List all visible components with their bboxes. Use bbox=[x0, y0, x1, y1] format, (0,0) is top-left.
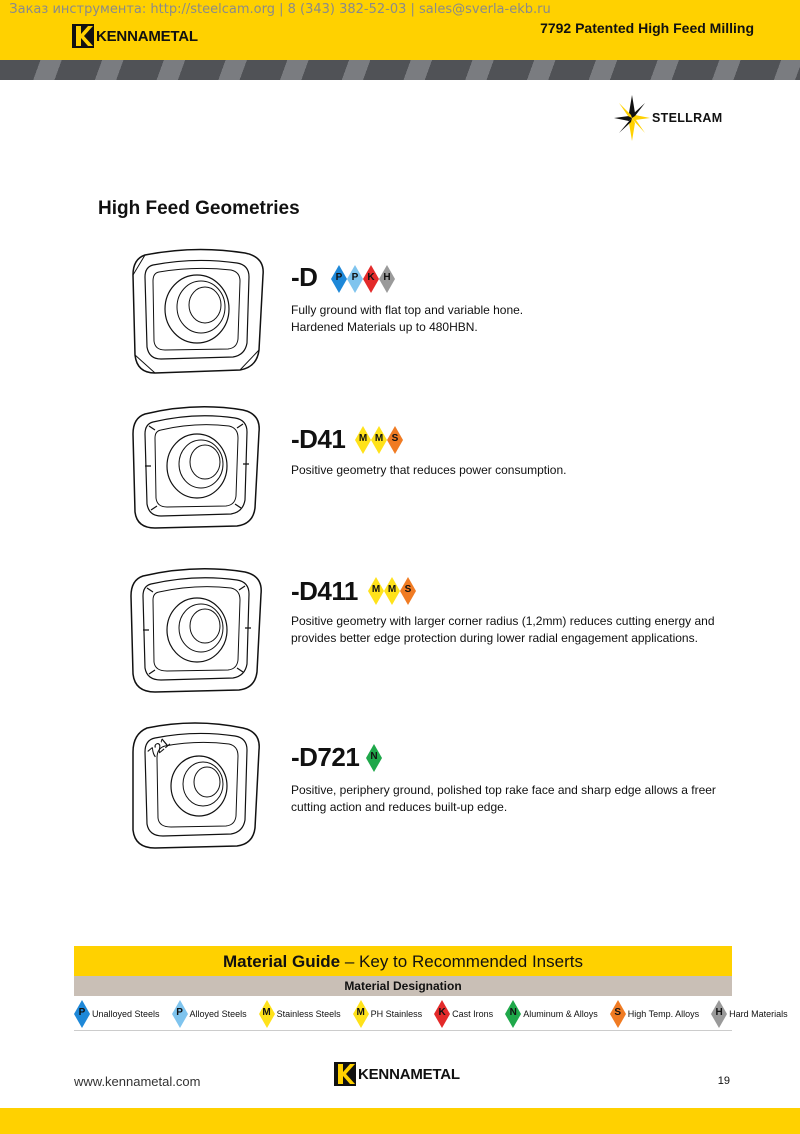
badge-letter: K bbox=[438, 1007, 446, 1018]
legend-badge bbox=[259, 1000, 275, 1028]
material-badge bbox=[384, 577, 400, 605]
badge-letter: P bbox=[335, 272, 343, 283]
material-guide-title-rest: – Key to Recommended Inserts bbox=[340, 952, 583, 971]
legend-label: Aluminum & Alloys bbox=[523, 1009, 598, 1019]
legend-label: High Temp. Alloys bbox=[627, 1009, 700, 1019]
kennametal-k-icon bbox=[334, 1062, 356, 1086]
geometry-description bbox=[291, 462, 731, 479]
geometry-badges bbox=[331, 265, 395, 293]
badge-letter: P bbox=[176, 1007, 183, 1018]
legend-badge bbox=[353, 1000, 369, 1028]
geometry-badges bbox=[368, 577, 416, 605]
material-badge bbox=[366, 744, 382, 772]
material-badge bbox=[347, 265, 363, 293]
stellram-star-icon bbox=[614, 95, 650, 141]
material-badge bbox=[371, 426, 387, 454]
legend-badge bbox=[505, 1000, 521, 1028]
legend-item bbox=[711, 1000, 788, 1028]
material-badge bbox=[368, 577, 384, 605]
badge-letter: K bbox=[367, 272, 375, 283]
geometry-description bbox=[291, 613, 731, 646]
description-line: Positive, periphery ground, polished top rake face and sharp edge allows a freer bbox=[291, 783, 716, 797]
badge-letter: N bbox=[370, 751, 378, 762]
legend-label: Hard Materials bbox=[729, 1009, 788, 1019]
material-designation-header: Material Designation bbox=[74, 976, 732, 996]
insert-d-image bbox=[125, 245, 270, 385]
legend-divider bbox=[74, 1030, 732, 1031]
legend-label: Alloyed Steels bbox=[189, 1009, 247, 1019]
insert-d721-image bbox=[125, 718, 270, 858]
badge-letter: N bbox=[509, 1007, 517, 1018]
header-stripe bbox=[0, 60, 800, 80]
legend-badge bbox=[74, 1000, 90, 1028]
badge-letter: M bbox=[358, 433, 368, 444]
description-line: Hardened Materials up to 480HBN. bbox=[291, 319, 478, 334]
material-badge bbox=[400, 577, 416, 605]
badge-letter: M bbox=[374, 433, 384, 444]
insert-d41-image bbox=[125, 400, 270, 540]
footer-kennametal-logo bbox=[334, 1062, 460, 1086]
legend-item bbox=[610, 1000, 699, 1028]
header-title: 7792 Patented High Feed Milling bbox=[540, 20, 754, 36]
contact-watermark: Заказ инструмента: http://steelcam.org | 8 (343) 382-52-03 | sales@sverla-ekb.ru bbox=[9, 2, 551, 17]
material-badge bbox=[331, 265, 347, 293]
geometry-description bbox=[291, 302, 731, 335]
description-line: Positive geometry with larger corner radius (1,2mm) reduces cutting energy and bbox=[291, 614, 715, 628]
description-line: cutting action and reduces built-up edge. bbox=[291, 799, 508, 814]
legend-item bbox=[353, 1000, 423, 1028]
legend-badge bbox=[711, 1000, 727, 1028]
badge-letter: H bbox=[383, 272, 391, 283]
material-guide-title bbox=[74, 946, 732, 976]
legend-label: Cast Irons bbox=[452, 1009, 494, 1019]
material-badge bbox=[363, 265, 379, 293]
description-line: Fully ground with flat top and variable hone. bbox=[291, 303, 524, 317]
badge-letter: M bbox=[262, 1007, 271, 1018]
badge-letter: M bbox=[371, 584, 381, 595]
legend-item bbox=[505, 1000, 598, 1028]
footer-bar bbox=[0, 1108, 800, 1134]
badge-letter: M bbox=[356, 1007, 365, 1018]
geometry-badges bbox=[355, 426, 403, 454]
stellram-logo bbox=[614, 95, 722, 141]
footer-url[interactable]: www.kennametal.com bbox=[74, 1074, 201, 1089]
stellram-wordmark: STELLRAM bbox=[652, 111, 723, 125]
legend-label: Stainless Steels bbox=[276, 1009, 341, 1019]
legend-item bbox=[74, 1000, 160, 1028]
description-line: Positive geometry that reduces power consumption. bbox=[291, 463, 567, 477]
badge-letter: P bbox=[351, 272, 359, 283]
kennametal-k-icon bbox=[72, 24, 94, 48]
insert-marking: 721 bbox=[144, 733, 173, 762]
description-line: provides better edge protection during lower radial engagement applications. bbox=[291, 630, 698, 645]
legend-badge bbox=[434, 1000, 450, 1028]
badge-letter: H bbox=[715, 1007, 723, 1018]
legend-label: PH Stainless bbox=[370, 1009, 423, 1019]
badge-letter: S bbox=[391, 433, 399, 444]
legend-item bbox=[434, 1000, 493, 1028]
geometry-code: -D411 bbox=[291, 576, 358, 606]
legend-item bbox=[172, 1000, 247, 1028]
legend-label: Unalloyed Steels bbox=[92, 1009, 160, 1019]
section-title: High Feed Geometries bbox=[98, 198, 300, 219]
geometry-code: -D721 bbox=[291, 742, 360, 772]
legend-item bbox=[259, 1000, 341, 1028]
badge-letter: M bbox=[387, 584, 397, 595]
legend-badge bbox=[172, 1000, 188, 1028]
page-number: 19 bbox=[717, 1075, 730, 1087]
material-guide-title-bold: Material Guide bbox=[223, 952, 341, 971]
kennametal-wordmark: KENNAMETAL bbox=[96, 27, 198, 45]
material-legend bbox=[74, 1000, 788, 1028]
badge-letter: S bbox=[404, 584, 412, 595]
material-badge bbox=[355, 426, 371, 454]
geometry-description bbox=[291, 782, 731, 815]
insert-d411-image bbox=[125, 562, 270, 702]
kennametal-wordmark: KENNAMETAL bbox=[358, 1065, 460, 1083]
kennametal-logo bbox=[72, 24, 198, 48]
badge-letter: S bbox=[614, 1007, 622, 1018]
badge-letter: P bbox=[78, 1007, 86, 1018]
material-badge bbox=[387, 426, 403, 454]
geometry-code: -D41 bbox=[291, 424, 346, 454]
material-badge bbox=[379, 265, 395, 293]
legend-badge bbox=[610, 1000, 626, 1028]
geometry-code: -D bbox=[291, 262, 318, 292]
geometry-badges bbox=[366, 744, 382, 772]
